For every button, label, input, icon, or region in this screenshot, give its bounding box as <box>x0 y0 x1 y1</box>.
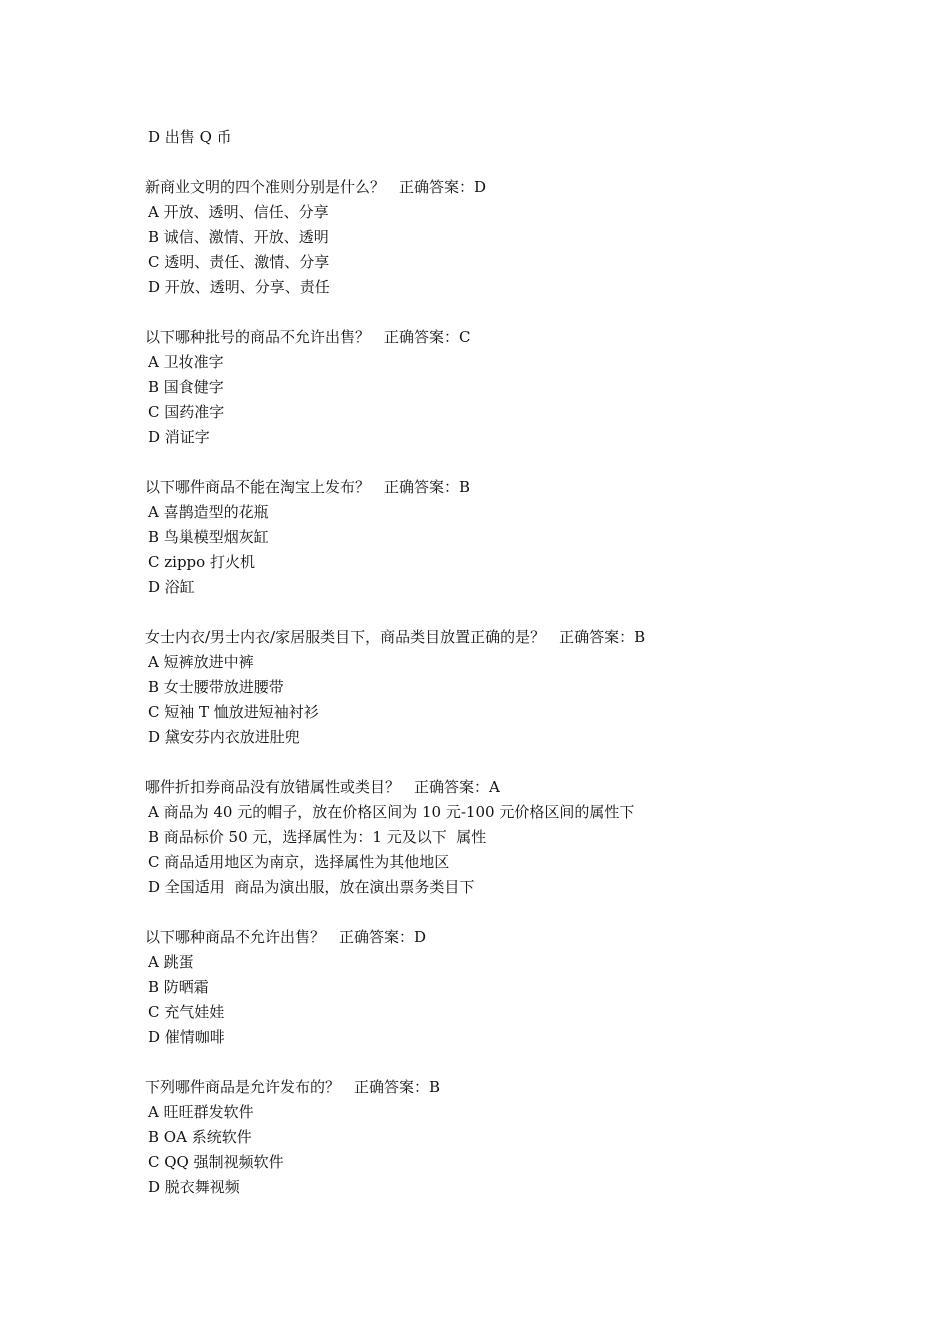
correct-answer: 正确答案：A <box>414 778 500 796</box>
correct-answer: 正确答案：B <box>354 1078 441 1096</box>
option-b: B 国食健字 <box>148 378 224 396</box>
option-b: B 鸟巢模型烟灰缸 <box>148 528 269 546</box>
option-c: C 充气娃娃 <box>148 1003 225 1021</box>
question-line <box>145 475 845 500</box>
option-a: A 跳蛋 <box>148 953 194 971</box>
question-line <box>145 175 845 200</box>
question-block <box>145 175 845 300</box>
question-line <box>145 325 845 350</box>
correct-answer: 正确答案：B <box>559 628 646 646</box>
question-text: 女士内衣/男士内衣/家居服类目下，商品类目放置正确的是？ <box>145 628 546 646</box>
question-text: 以下哪件商品不能在淘宝上发布？ <box>145 478 371 496</box>
question-block <box>145 475 845 600</box>
option-d: D 黛安芬内衣放进肚兜 <box>148 728 300 746</box>
option-c: C 商品适用地区为南京，选择属性为其他地区 <box>148 853 450 871</box>
question-block <box>145 925 845 1050</box>
option-d: D 消证字 <box>148 428 210 446</box>
question-text: 以下哪种商品不允许出售？ <box>145 928 326 946</box>
option-b: B 女士腰带放进腰带 <box>148 678 284 696</box>
correct-answer: 正确答案：B <box>384 478 471 496</box>
question-block <box>145 625 845 750</box>
correct-answer: 正确答案：D <box>399 178 487 196</box>
option-d: D 开放、透明、分享、责任 <box>148 278 330 296</box>
option-c: C zippo 打火机 <box>148 553 255 571</box>
question-text: 哪件折扣券商品没有放错属性或类目？ <box>145 778 401 796</box>
option-d: D 脱衣舞视频 <box>148 1178 240 1196</box>
correct-answer: 正确答案：C <box>384 328 471 346</box>
option-a: A 开放、透明、信任、分享 <box>148 203 329 221</box>
question-block <box>145 1075 845 1200</box>
option-a: A 喜鹊造型的花瓶 <box>148 503 269 521</box>
option-d: D 催情咖啡 <box>148 1028 225 1046</box>
question-block <box>145 325 845 450</box>
option-d: D 浴缸 <box>148 578 195 596</box>
lead-option: D 出售 Q 币 <box>148 128 232 146</box>
question-line <box>145 775 845 800</box>
question-line <box>145 1075 845 1100</box>
option-b: B 防晒霜 <box>148 978 209 996</box>
option-a: A 短裤放进中裤 <box>148 653 254 671</box>
option-a: A 旺旺群发软件 <box>148 1103 254 1121</box>
question-line <box>145 925 845 950</box>
question-block <box>145 775 845 900</box>
option-c: C 短袖 T 恤放进短袖衬衫 <box>148 703 319 721</box>
question-text: 新商业文明的四个准则分别是什么？ <box>145 178 386 196</box>
question-text: 下列哪件商品是允许发布的？ <box>145 1078 341 1096</box>
option-b: B OA 系统软件 <box>148 1128 252 1146</box>
option-b: B 商品标价 50 元，选择属性为：1 元及以下 属性 <box>148 828 487 846</box>
option-b: B 诚信、激情、开放、透明 <box>148 228 329 246</box>
option-a: A 商品为 40 元的帽子，放在价格区间为 10 元-100 元价格区间的属性下 <box>148 803 635 821</box>
option-c: C 国药准字 <box>148 403 225 421</box>
question-line <box>145 625 845 650</box>
option-d: D 全国适用 商品为演出服，放在演出票务类目下 <box>148 878 475 896</box>
correct-answer: 正确答案：D <box>339 928 427 946</box>
quiz-content <box>145 125 845 1200</box>
option-c: C QQ 强制视频软件 <box>148 1153 284 1171</box>
option-a: A 卫妆准字 <box>148 353 224 371</box>
question-text: 以下哪种批号的商品不允许出售？ <box>145 328 371 346</box>
option-c: C 透明、责任、激情、分享 <box>148 253 330 271</box>
